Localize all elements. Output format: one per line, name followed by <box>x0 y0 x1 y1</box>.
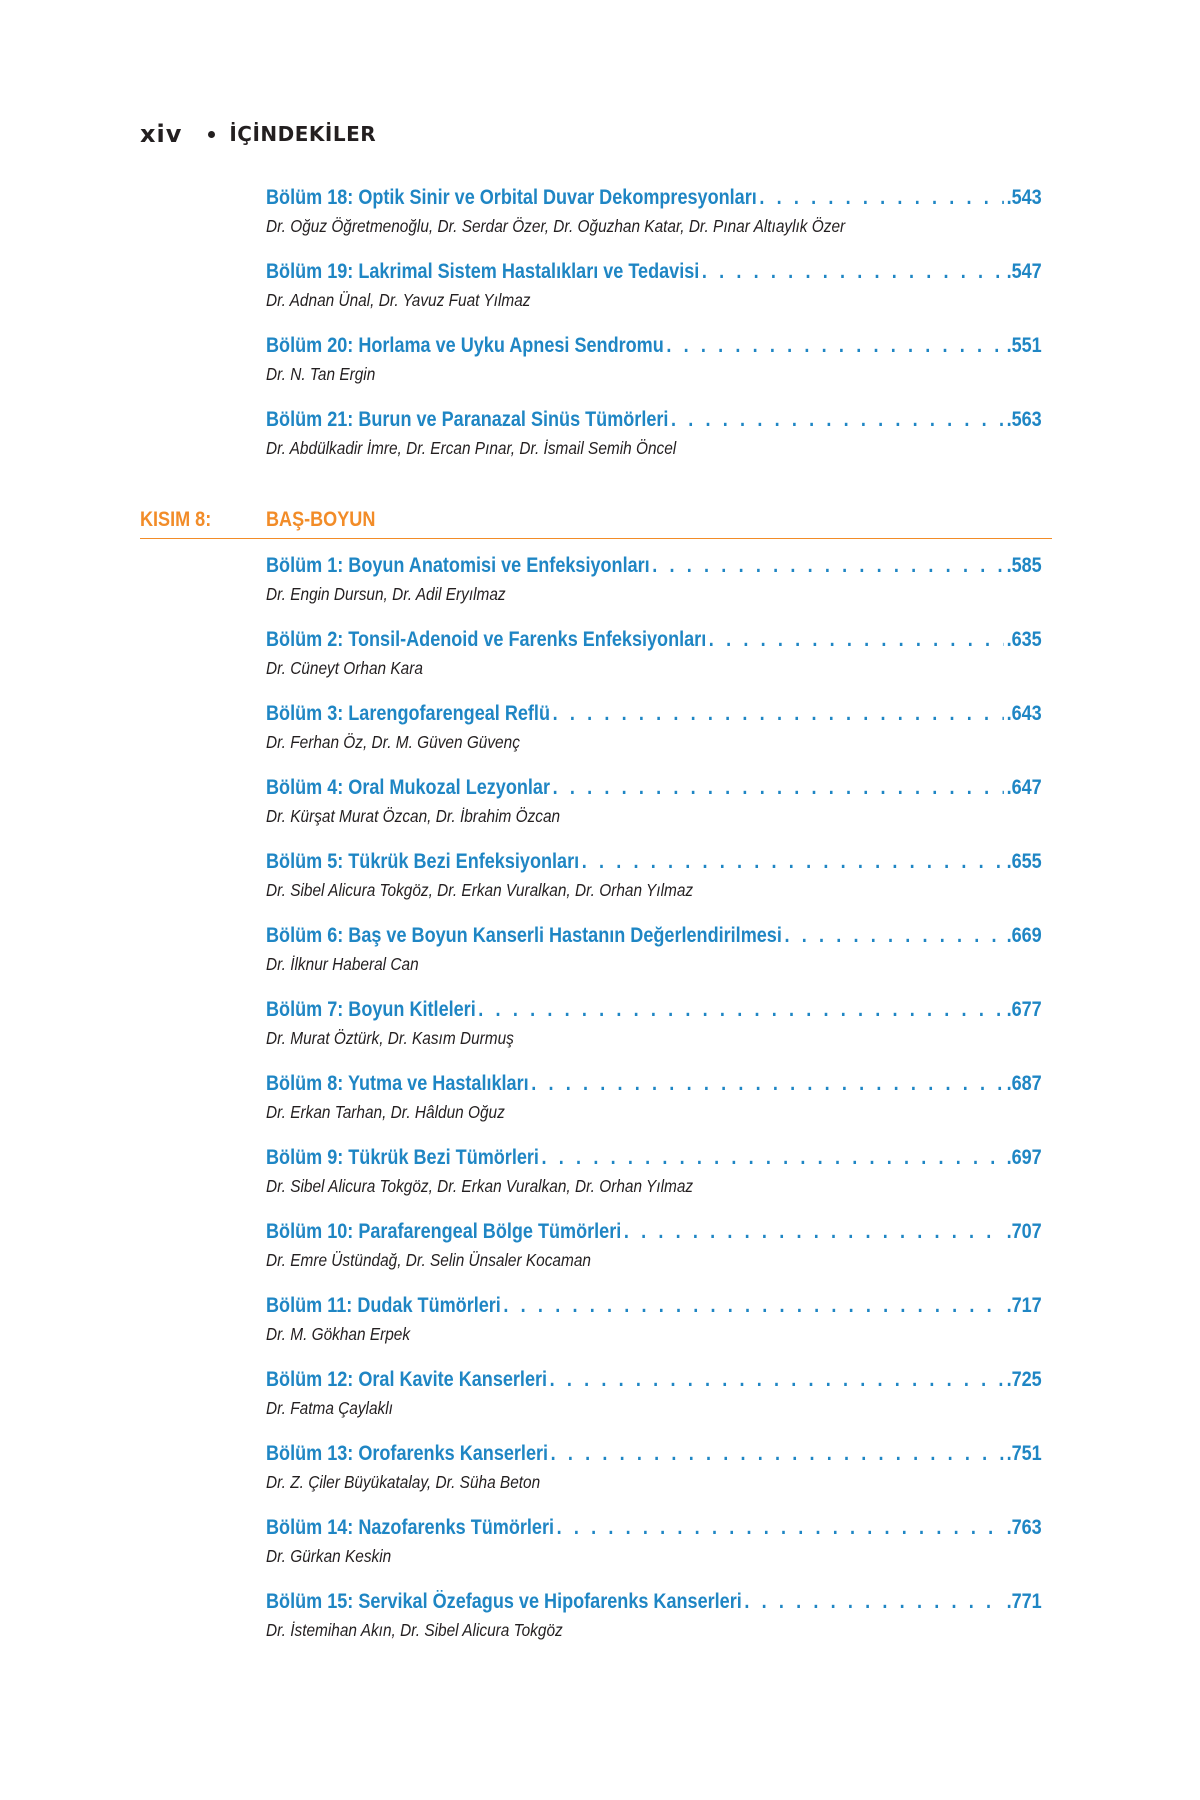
dot-leader <box>478 998 1004 1022</box>
chapter-authors: Dr. N. Tan Ergin <box>266 364 376 384</box>
chapter-page: .677 <box>1006 998 1042 1021</box>
chapter-authors: Dr. Ferhan Öz, Dr. M. Güven Güvenç <box>266 732 520 752</box>
toc-entry-line[interactable] <box>266 1590 1042 1614</box>
part-heading <box>140 502 1052 539</box>
toc-entry <box>266 1220 1042 1271</box>
dot-leader <box>531 1072 1004 1096</box>
toc-entry <box>266 628 1042 679</box>
chapter-title: Bölüm 6: Baş ve Boyun Kanserli Hastanın Değerlendirilmesi <box>266 924 782 947</box>
toc-entry-line[interactable] <box>266 850 1042 874</box>
chapter-title: Bölüm 14: Nazofarenks Tümörleri <box>266 1516 555 1539</box>
toc-entry-line[interactable] <box>266 998 1042 1022</box>
chapter-title: Bölüm 9: Tükrük Bezi Tümörleri <box>266 1146 539 1169</box>
toc-entry <box>266 408 1042 459</box>
toc-entry-line[interactable] <box>266 1146 1042 1170</box>
toc-entry <box>266 1146 1042 1197</box>
chapter-title: Bölüm 2: Tonsil-Adenoid ve Farenks Enfeksiyonları <box>266 628 707 651</box>
chapter-authors: Dr. Cüneyt Orhan Kara <box>266 658 423 678</box>
toc-entry <box>266 1590 1042 1641</box>
chapter-title: Bölüm 7: Boyun Kitleleri <box>266 998 476 1021</box>
chapter-page: .551 <box>1006 334 1042 357</box>
chapter-page: .585 <box>1006 554 1042 577</box>
toc-entry <box>266 554 1042 605</box>
chapter-title: Bölüm 12: Oral Kavite Kanserleri <box>266 1368 548 1391</box>
chapter-title: Bölüm 5: Tükrük Bezi Enfeksiyonları <box>266 850 580 873</box>
toc-entry <box>266 776 1042 827</box>
chapter-title: Bölüm 1: Boyun Anatomisi ve Enfeksiyonları <box>266 554 650 577</box>
chapter-authors: Dr. İlknur Haberal Can <box>266 954 419 974</box>
page-number: xiv <box>140 120 183 148</box>
dot-leader <box>759 186 1004 210</box>
chapter-page: .547 <box>1006 260 1042 283</box>
chapter-authors: Dr. Kürşat Murat Özcan, Dr. İbrahim Özcan <box>266 806 561 826</box>
chapter-title: Bölüm 21: Burun ve Paranazal Sinüs Tümörleri <box>266 408 669 431</box>
chapter-title: Bölüm 13: Orofarenks Kanserleri <box>266 1442 549 1465</box>
chapter-title: Bölüm 18: Optik Sinir ve Orbital Duvar Dekompresyonları <box>266 186 757 209</box>
toc-entry-line[interactable] <box>266 334 1042 358</box>
section-title: İÇİNDEKİLER <box>229 122 377 146</box>
toc-entry <box>266 850 1042 901</box>
toc-entry-line[interactable] <box>266 924 1042 948</box>
chapter-authors: Dr. İstemihan Akın, Dr. Sibel Alicura Tokgöz <box>266 1620 563 1640</box>
chapter-title: Bölüm 4: Oral Mukozal Lezyonlar <box>266 776 551 799</box>
chapter-title: Bölüm 3: Larengofarengeal Reflü <box>266 702 550 725</box>
toc-entry <box>266 702 1042 753</box>
chapter-authors: Dr. Sibel Alicura Tokgöz, Dr. Erkan Vuralkan, Dr. Orhan Yılmaz <box>266 1176 694 1196</box>
dot-leader <box>553 702 1004 726</box>
dot-leader <box>553 776 1004 800</box>
chapter-page: .635 <box>1006 628 1042 651</box>
chapter-title: Bölüm 11: Dudak Tümörleri <box>266 1294 501 1317</box>
chapter-page: .771 <box>1006 1590 1042 1613</box>
toc-entry <box>266 924 1042 975</box>
chapter-authors: Dr. Sibel Alicura Tokgöz, Dr. Erkan Vuralkan, Dr. Orhan Yılmaz <box>266 880 694 900</box>
chapter-page: .643 <box>1006 702 1042 725</box>
dot-leader <box>503 1294 1004 1318</box>
dot-leader <box>744 1590 1004 1614</box>
toc-entry <box>266 1294 1042 1345</box>
toc-entry <box>266 186 1042 237</box>
toc-entry-line[interactable] <box>266 1442 1042 1466</box>
toc-entry <box>266 1442 1042 1493</box>
dot-leader <box>709 628 1004 652</box>
chapter-authors: Dr. Fatma Çaylaklı <box>266 1398 393 1418</box>
dot-leader <box>542 1146 1004 1170</box>
toc-entry-line[interactable] <box>266 554 1042 578</box>
chapter-authors: Dr. M. Gökhan Erpek <box>266 1324 411 1344</box>
chapter-page: .563 <box>1006 408 1042 431</box>
chapter-authors: Dr. Z. Çiler Büyükatalay, Dr. Süha Beton <box>266 1472 541 1492</box>
toc-entry <box>266 1072 1042 1123</box>
toc-entry <box>266 334 1042 385</box>
chapter-title: Bölüm 19: Lakrimal Sistem Hastalıkları ve Tedavisi <box>266 260 700 283</box>
chapter-page: .669 <box>1006 924 1042 947</box>
chapter-page: .725 <box>1006 1368 1042 1391</box>
dot-leader <box>784 924 1004 948</box>
toc-entry <box>266 1516 1042 1567</box>
chapter-title: Bölüm 15: Servikal Özefagus ve Hipofarenks Kanserleri <box>266 1590 742 1613</box>
dot-leader <box>702 260 1004 284</box>
toc-entry-line[interactable] <box>266 776 1042 800</box>
chapter-authors: Dr. Murat Öztürk, Dr. Kasım Durmuş <box>266 1028 514 1048</box>
chapter-page: .655 <box>1006 850 1042 873</box>
chapter-authors: Dr. Adnan Ünal, Dr. Yavuz Fuat Yılmaz <box>266 290 531 310</box>
bullet-icon <box>208 131 215 138</box>
toc-entry-line[interactable] <box>266 260 1042 284</box>
chapter-authors: Dr. Gürkan Keskin <box>266 1546 392 1566</box>
chapter-authors: Dr. Abdülkadir İmre, Dr. Ercan Pınar, Dr. İsmail Semih Öncel <box>266 438 677 458</box>
chapter-authors: Dr. Engin Dursun, Dr. Adil Eryılmaz <box>266 584 506 604</box>
toc-entry <box>266 1368 1042 1419</box>
chapter-authors: Dr. Erkan Tarhan, Dr. Hâldun Oğuz <box>266 1102 505 1122</box>
dot-leader <box>624 1220 1004 1244</box>
dot-leader <box>550 1368 1004 1392</box>
dot-leader <box>671 408 1004 432</box>
toc-entry <box>266 998 1042 1049</box>
part-title[interactable]: BAŞ-BOYUN <box>266 508 376 531</box>
toc-entry-line[interactable] <box>266 1368 1042 1392</box>
toc-entry-line[interactable] <box>266 408 1042 432</box>
dot-leader <box>582 850 1004 874</box>
chapter-page: .687 <box>1006 1072 1042 1095</box>
toc-entry <box>266 260 1042 311</box>
toc-entry-line[interactable] <box>266 628 1042 652</box>
dot-leader <box>666 334 1004 358</box>
dot-leader <box>551 1442 1004 1466</box>
part-label: KISIM 8: <box>140 508 212 531</box>
toc-entry-line[interactable] <box>266 702 1042 726</box>
toc-entry-line[interactable] <box>266 1294 1042 1318</box>
chapter-title: Bölüm 8: Yutma ve Hastalıkları <box>266 1072 529 1095</box>
chapter-page: .763 <box>1006 1516 1042 1539</box>
chapter-page: .707 <box>1006 1220 1042 1243</box>
chapter-page: .717 <box>1006 1294 1042 1317</box>
page-header <box>140 120 376 148</box>
toc-entry-line[interactable] <box>266 1072 1042 1096</box>
chapter-title: Bölüm 10: Parafarengeal Bölge Tümörleri <box>266 1220 622 1243</box>
chapter-page: .697 <box>1006 1146 1042 1169</box>
toc-entry-line[interactable] <box>266 1516 1042 1540</box>
chapter-authors: Dr. Oğuz Öğretmenoğlu, Dr. Serdar Özer, Dr. Oğuzhan Katar, Dr. Pınar Altıaylık Özer <box>266 216 846 236</box>
chapter-title: Bölüm 20: Horlama ve Uyku Apnesi Sendromu <box>266 334 664 357</box>
dot-leader <box>652 554 1004 578</box>
toc-entry-line[interactable] <box>266 1220 1042 1244</box>
chapter-page: .647 <box>1006 776 1042 799</box>
chapter-authors: Dr. Emre Üstündağ, Dr. Selin Ünsaler Kocaman <box>266 1250 591 1270</box>
toc-entry-line[interactable] <box>266 186 1042 210</box>
chapter-page: .543 <box>1006 186 1042 209</box>
dot-leader <box>557 1516 1004 1540</box>
chapter-page: .751 <box>1006 1442 1042 1465</box>
